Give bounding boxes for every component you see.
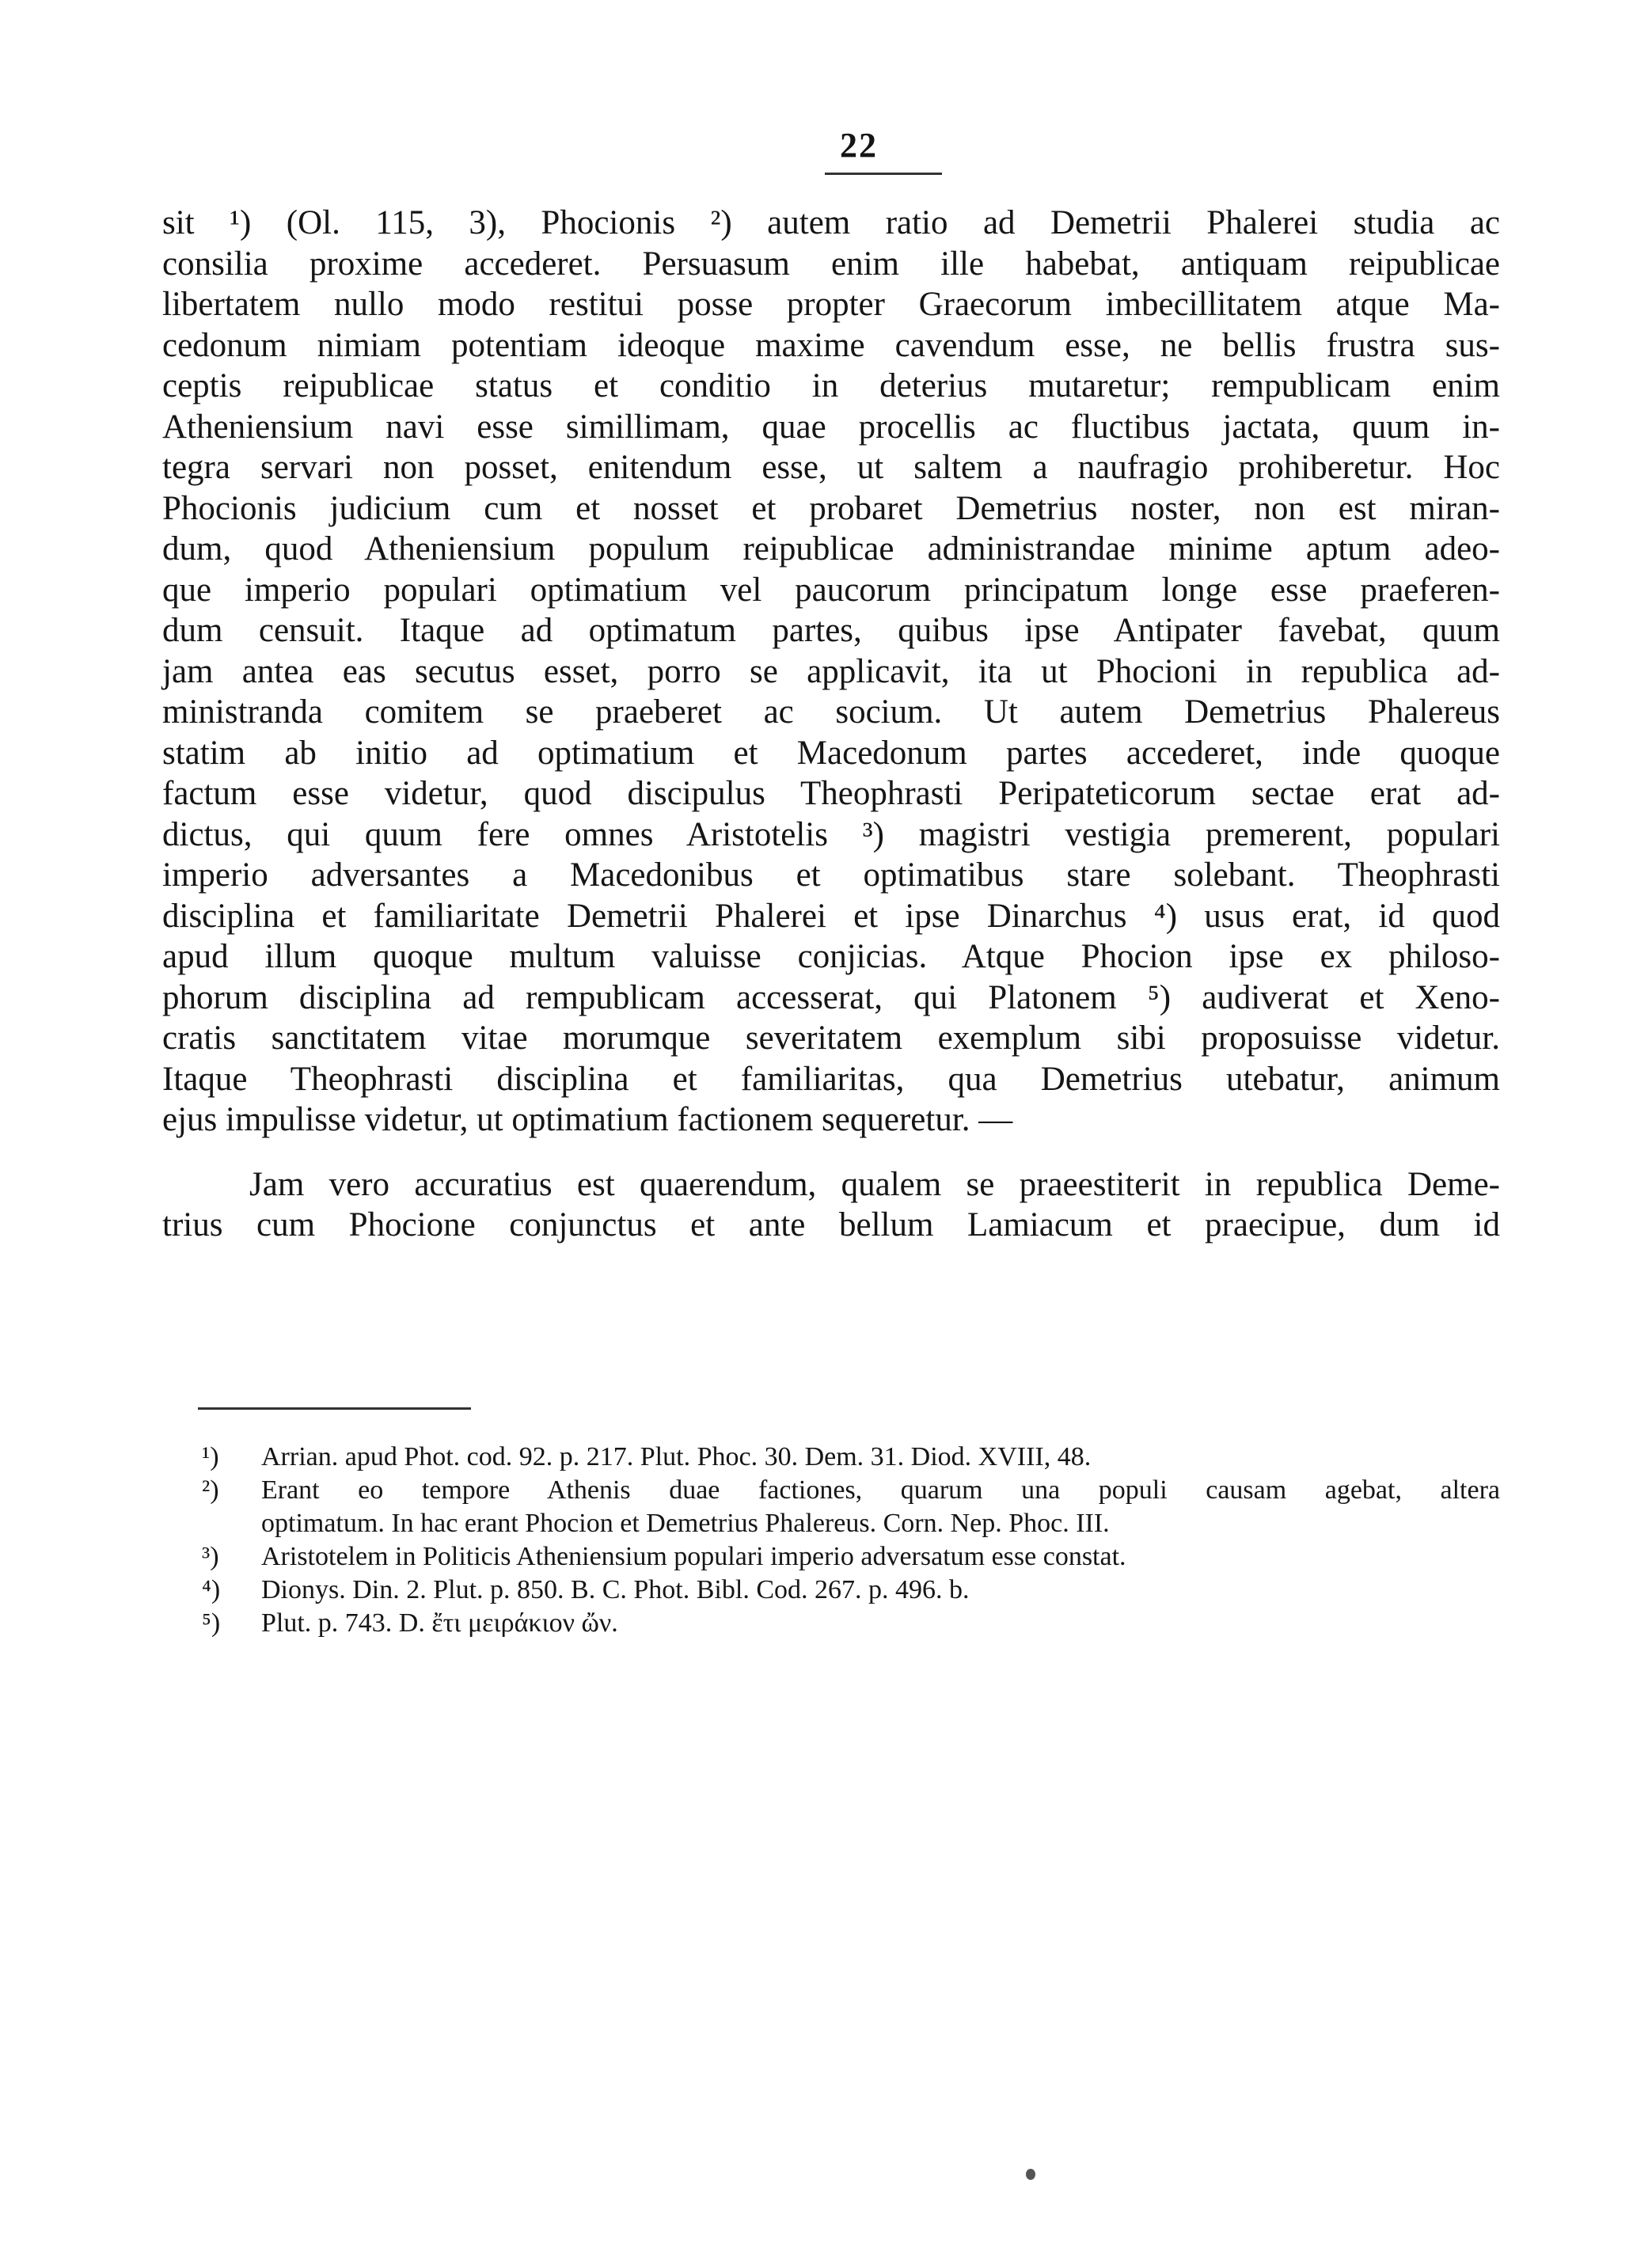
- footnote-text: Erant eo tempore Athenis duae factiones, quarum una populi causam agebat, altera: [261, 1475, 1500, 1505]
- text-line: statim ab initio ad optimatium et Macedonum partes accederet, inde quoque: [162, 734, 1500, 772]
- paragraph-1: [162, 203, 1500, 1141]
- header-rule: [825, 173, 942, 175]
- footnote-mark: ⁴): [202, 1575, 221, 1604]
- text-line: Atheniensium navi esse simillimam, quae procellis ac fluctibus jactata, quum in-: [162, 408, 1500, 446]
- text-line: apud illum quoque multum valuisse conjicias. Atque Phocion ipse ex philoso-: [162, 938, 1500, 975]
- text-line: libertatem nullo modo restitui posse propter Graecorum imbecillitatem atque Ma-: [162, 286, 1500, 323]
- text-line: phorum disciplina ad rempublicam accesserat, qui Platonem ⁵) audiverat et Xeno-: [162, 978, 1500, 1016]
- text-line: ejus impulisse videtur, ut optimatium factionem sequeretur. —: [162, 1101, 1013, 1138]
- text-line: jam antea eas secutus esset, porro se applicavit, ita ut Phocioni in republica ad-: [162, 652, 1500, 690]
- footnote-mark: ⁵): [202, 1608, 221, 1638]
- footnote-text: optimatum. In hac erant Phocion et Demetrius Phalereus. Corn. Nep. Phoc. III.: [261, 1509, 1110, 1538]
- paragraph-2: [162, 1164, 1500, 1246]
- footnote: [202, 1540, 1500, 1574]
- footnote-text: Arrian. apud Phot. cod. 92. p. 217. Plut. Phoc. 30. Dem. 31. Diod. XVIII, 48.: [261, 1442, 1092, 1471]
- text-line: factum esse videtur, quod discipulus Theophrasti Peripateticorum sectae erat ad-: [162, 775, 1500, 812]
- footnotes: [202, 1441, 1500, 1640]
- text-line: ceptis reipublicae status et conditio in deterius mutaretur; rempublicam enim: [162, 367, 1500, 404]
- text-line: trius cum Phocione conjunctus et ante bellum Lamiacum et praecipue, dum id: [162, 1206, 1500, 1244]
- text-line: disciplina et familiaritate Demetrii Phalerei et ipse Dinarchus ⁴) usus erat, id quod: [162, 897, 1500, 935]
- text-line: tegra servari non posset, enitendum esse, ut saltem a naufragio prohiberetur. Hoc: [162, 449, 1500, 486]
- text-line: ministranda comitem se praeberet ac socium. Ut autem Demetrius Phalereus: [162, 693, 1500, 731]
- text-line: dictus, qui quum fere omnes Aristotelis ³) magistri vestigia premerent, populari: [162, 815, 1500, 853]
- footnote-rule: [198, 1407, 471, 1410]
- footnote-mark: ³): [202, 1542, 219, 1571]
- text-line: Itaque Theophrasti disciplina et familiaritas, qua Demetrius utebatur, animum: [162, 1060, 1500, 1098]
- page-number: 22: [840, 126, 878, 165]
- text-line: consilia proxime accederet. Persuasum enim ille habebat, antiquam reipublicae: [162, 245, 1500, 283]
- footnote-text: Plut. p. 743. D. ἔτι μειράκιον ὤν.: [261, 1608, 618, 1638]
- footnote: [202, 1441, 1500, 1474]
- text-line: cedonum nimiam potentiam ideoque maxime cavendum esse, ne bellis frustra sus-: [162, 326, 1500, 364]
- text-line: cratis sanctitatem vitae morumque severitatem exemplum sibi proposuisse videtur.: [162, 1019, 1500, 1057]
- body-text: [162, 203, 1500, 1246]
- text-line: dum, quod Atheniensium populum reipublicae administrandae minime aptum adeo-: [162, 530, 1500, 568]
- text-line: Phocionis judicium cum et nosset et probaret Demetrius noster, non est miran-: [162, 489, 1500, 527]
- text-line: dum censuit. Itaque ad optimatum partes, quibus ipse Antipater favebat, quum: [162, 612, 1500, 649]
- text-line: imperio adversantes a Macedonibus et optimatibus stare solebant. Theophrasti: [162, 856, 1500, 894]
- footnote-mark: ²): [202, 1475, 219, 1505]
- text-line: que imperio populari optimatium vel paucorum principatum longe esse praeferen-: [162, 571, 1500, 609]
- ink-smudge: [1026, 2169, 1035, 2180]
- footnote: [202, 1607, 1500, 1640]
- footnote-text: Dionys. Din. 2. Plut. p. 850. B. C. Phot. Bibl. Cod. 267. p. 496. b.: [261, 1575, 970, 1604]
- footnote-text: Aristotelem in Politicis Atheniensium populari imperio adversatum esse constat.: [261, 1542, 1126, 1571]
- footnote-mark: ¹): [202, 1442, 219, 1471]
- footnote: [202, 1574, 1500, 1607]
- footnote: [202, 1474, 1500, 1540]
- text-line: sit ¹) (Ol. 115, 3), Phocionis ²) autem ratio ad Demetrii Phalerei studia ac: [162, 204, 1500, 241]
- text-line: Jam vero accuratius est quaerendum, qualem se praeestiterit in republica Deme-: [249, 1165, 1500, 1203]
